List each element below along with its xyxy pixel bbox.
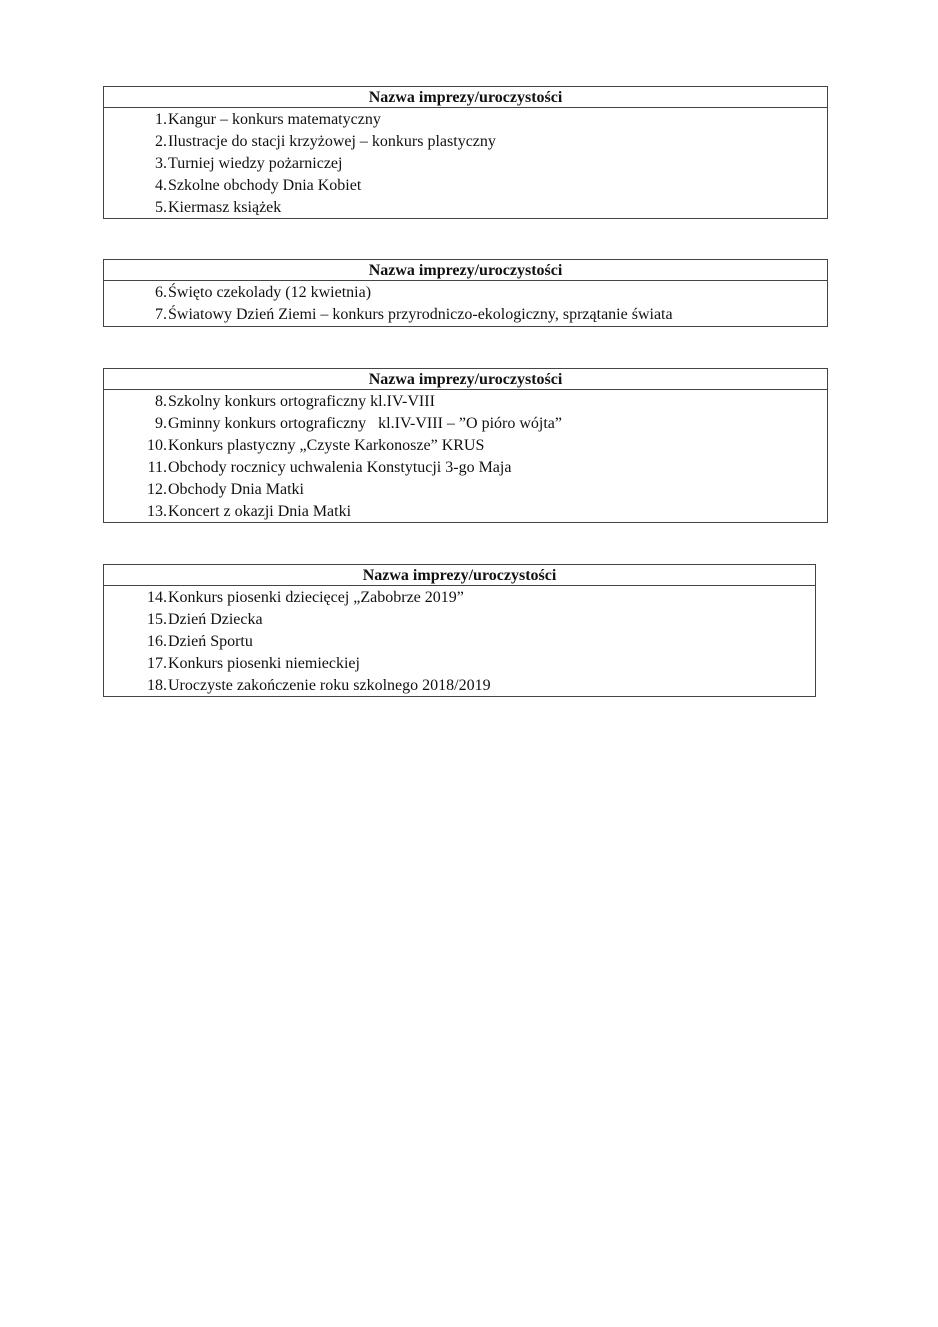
events-table-1 bbox=[103, 86, 828, 219]
item-text: Święto czekolady (12 kwietnia) bbox=[168, 284, 372, 301]
item-text: Szkolny konkurs ortograficzny kl.IV-VIII bbox=[168, 393, 435, 410]
events-table-3 bbox=[103, 368, 828, 523]
list-item bbox=[104, 197, 827, 219]
item-number: 8. bbox=[155, 393, 167, 410]
item-text: Konkurs piosenki niemieckiej bbox=[168, 655, 360, 672]
item-number: 7. bbox=[155, 306, 167, 323]
item-text: Gminny konkurs ortograficzny kl.IV-VIII – ”O pióro wójta” bbox=[168, 415, 562, 432]
item-text: Kangur – konkurs matematyczny bbox=[168, 111, 381, 128]
list-item bbox=[104, 109, 827, 131]
item-number: 18. bbox=[147, 677, 167, 694]
list-item bbox=[104, 435, 827, 457]
table-header: Nazwa imprezy/uroczystości bbox=[104, 260, 827, 281]
item-text: Dzień Dziecka bbox=[168, 611, 263, 628]
item-number: 1. bbox=[155, 111, 167, 128]
list-item bbox=[104, 631, 815, 653]
list-item bbox=[104, 587, 815, 609]
item-number: 6. bbox=[155, 284, 167, 301]
list-item bbox=[104, 131, 827, 153]
item-text: Ilustracje do stacji krzyżowej – konkurs plastyczny bbox=[168, 133, 496, 150]
item-text: Turniej wiedzy pożarniczej bbox=[168, 155, 343, 172]
item-number: 10. bbox=[147, 437, 167, 454]
item-text: Konkurs plastyczny „Czyste Karkonosze” KRUS bbox=[168, 437, 485, 454]
item-number: 11. bbox=[147, 459, 167, 476]
table-header: Nazwa imprezy/uroczystości bbox=[104, 565, 815, 586]
list-item bbox=[104, 501, 827, 523]
item-text: Kiermasz książek bbox=[168, 199, 282, 216]
item-number: 16. bbox=[147, 633, 167, 650]
table-header: Nazwa imprezy/uroczystości bbox=[104, 369, 827, 390]
list-item bbox=[104, 391, 827, 413]
list-item bbox=[104, 479, 827, 501]
item-number: 12. bbox=[147, 481, 167, 498]
item-text: Szkolne obchody Dnia Kobiet bbox=[168, 177, 362, 194]
item-number: 3. bbox=[155, 155, 167, 172]
item-text: Światowy Dzień Ziemi – konkurs przyrodniczo-ekologiczny, sprzątanie świata bbox=[168, 306, 673, 323]
item-number: 5. bbox=[155, 199, 167, 216]
item-number: 4. bbox=[155, 177, 167, 194]
item-text: Obchody rocznicy uchwalenia Konstytucji 3-go Maja bbox=[168, 459, 512, 476]
list-item bbox=[104, 304, 827, 326]
item-number: 2. bbox=[155, 133, 167, 150]
list-item bbox=[104, 653, 815, 675]
list-item bbox=[104, 153, 827, 175]
item-number: 13. bbox=[147, 503, 167, 520]
item-number: 9. bbox=[155, 415, 167, 432]
table-header: Nazwa imprezy/uroczystości bbox=[104, 87, 827, 108]
item-text: Uroczyste zakończenie roku szkolnego 2018/2019 bbox=[168, 677, 491, 694]
events-table-2 bbox=[103, 259, 828, 327]
item-number: 14. bbox=[147, 589, 167, 606]
list-item bbox=[104, 609, 815, 631]
item-text: Koncert z okazji Dnia Matki bbox=[168, 503, 352, 520]
item-text: Konkurs piosenki dziecięcej „Zabobrze 2019” bbox=[168, 589, 464, 606]
item-number: 17. bbox=[147, 655, 167, 672]
list-item bbox=[104, 282, 827, 304]
list-item bbox=[104, 675, 815, 697]
list-item bbox=[104, 413, 827, 435]
item-text: Dzień Sportu bbox=[168, 633, 253, 650]
list-item bbox=[104, 457, 827, 479]
item-text: Obchody Dnia Matki bbox=[168, 481, 304, 498]
item-number: 15. bbox=[147, 611, 167, 628]
list-item bbox=[104, 175, 827, 197]
events-table-4 bbox=[103, 564, 816, 697]
